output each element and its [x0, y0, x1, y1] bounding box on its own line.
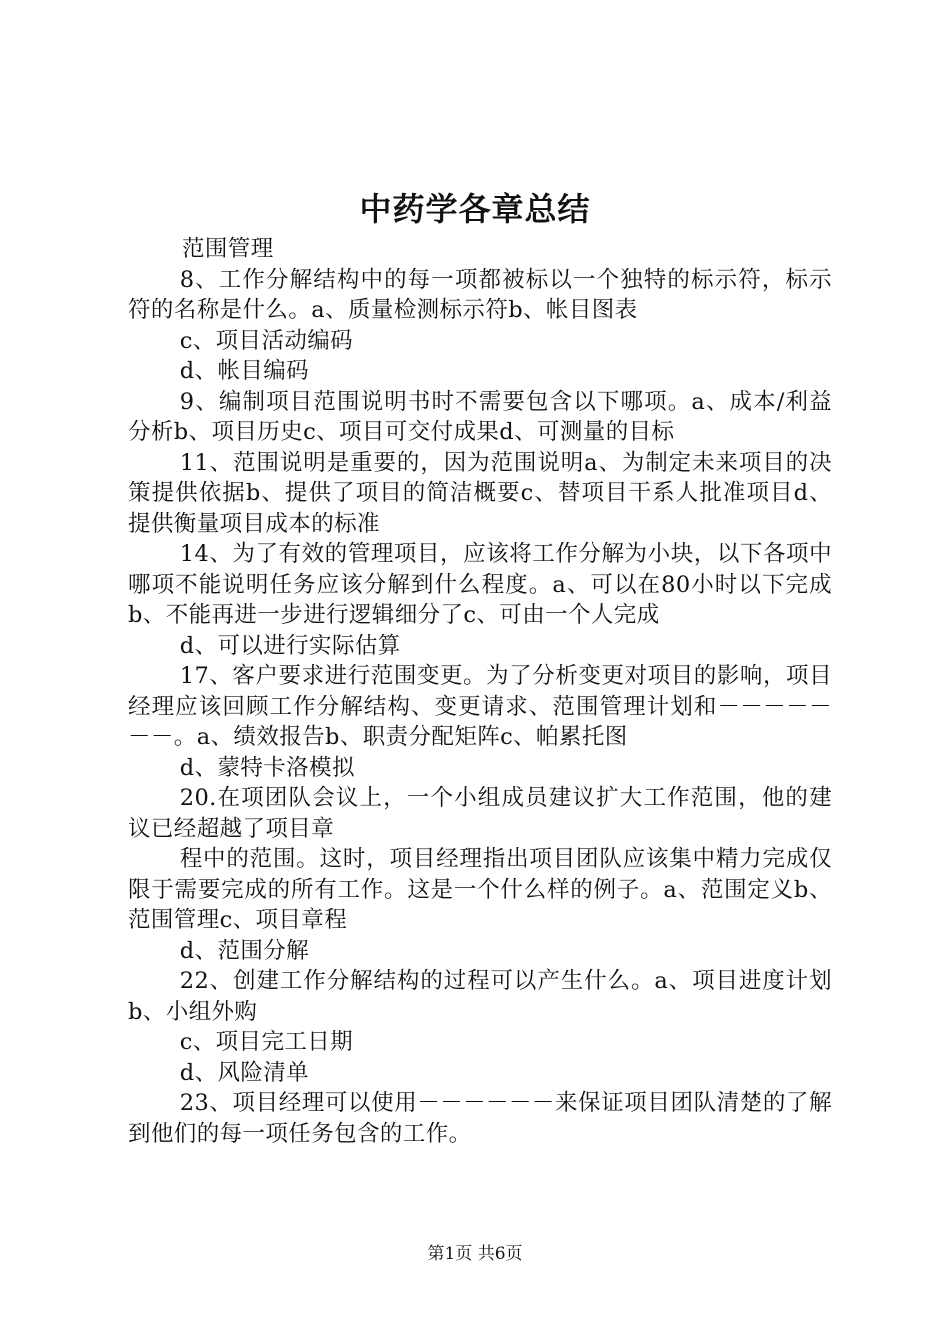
paragraph: 8、工作分解结构中的每一项都被标以一个独特的标示符，标示符的名称是什么。a、质量检测标示符b、帐目图表: [128, 266, 832, 323]
document-title: 中药学各章总结: [359, 190, 591, 228]
paragraph: 9、编制项目范围说明书时不需要包含以下哪项。a、成本/利益分析b、项目历史c、项目可交付成果d、可测量的目标: [128, 388, 832, 445]
paragraph: d、风险清单: [179, 1059, 310, 1086]
paragraph: d、范围分解: [179, 937, 310, 964]
paragraph: 程中的范围。这时，项目经理指出项目团队应该集中精力完成仅限于需要完成的所有工作。这是一个什么样的例子。a、范围定义b、范围管理c、项目章程: [128, 846, 832, 933]
paragraph: 14、为了有效的管理项目，应该将工作分解为小块，以下各项中哪项不能说明任务应该分解到什么程度。a、可以在80小时以下完成b、不能再进一步进行逻辑细分了c、可由一个人完成: [128, 541, 832, 628]
paragraph: d、蒙特卡洛模拟: [179, 754, 355, 781]
paragraph: d、帐目编码: [179, 358, 310, 384]
paragraph: 23、项目经理可以使用－－－－－－来保证项目团队清楚的了解到他们的每一项任务包含的工作。: [128, 1090, 832, 1147]
page-number-footer: 第1页 共6页: [427, 1244, 523, 1264]
paragraph: 17、客户要求进行范围变更。为了分析变更对项目的影响，项目经理应该回顾工作分解结构、变更请求、范围管理计划和－－－－－－－。a、绩效报告b、职责分配矩阵c、帕累托图: [128, 663, 832, 750]
paragraph: c、项目活动编码: [179, 327, 354, 354]
paragraph: c、项目完工日期: [179, 1029, 354, 1055]
paragraph: 22、创建工作分解结构的过程可以产生什么。a、项目进度计划b、小组外购: [128, 968, 832, 1025]
paragraph: d、可以进行实际估算: [179, 632, 401, 659]
document-body: [128, 234, 832, 1149]
paragraph: 11、范围说明是重要的，因为范围说明a、为制定未来项目的决策提供依据b、提供了项目的简洁概要c、替项目干系人批准项目d、提供衡量项目成本的标准: [128, 449, 832, 537]
section-heading: 范围管理: [182, 236, 274, 262]
paragraph: 20.在项团队会议上，一个小组成员建议扩大工作范围，他的建议已经超越了项目章: [128, 785, 832, 842]
